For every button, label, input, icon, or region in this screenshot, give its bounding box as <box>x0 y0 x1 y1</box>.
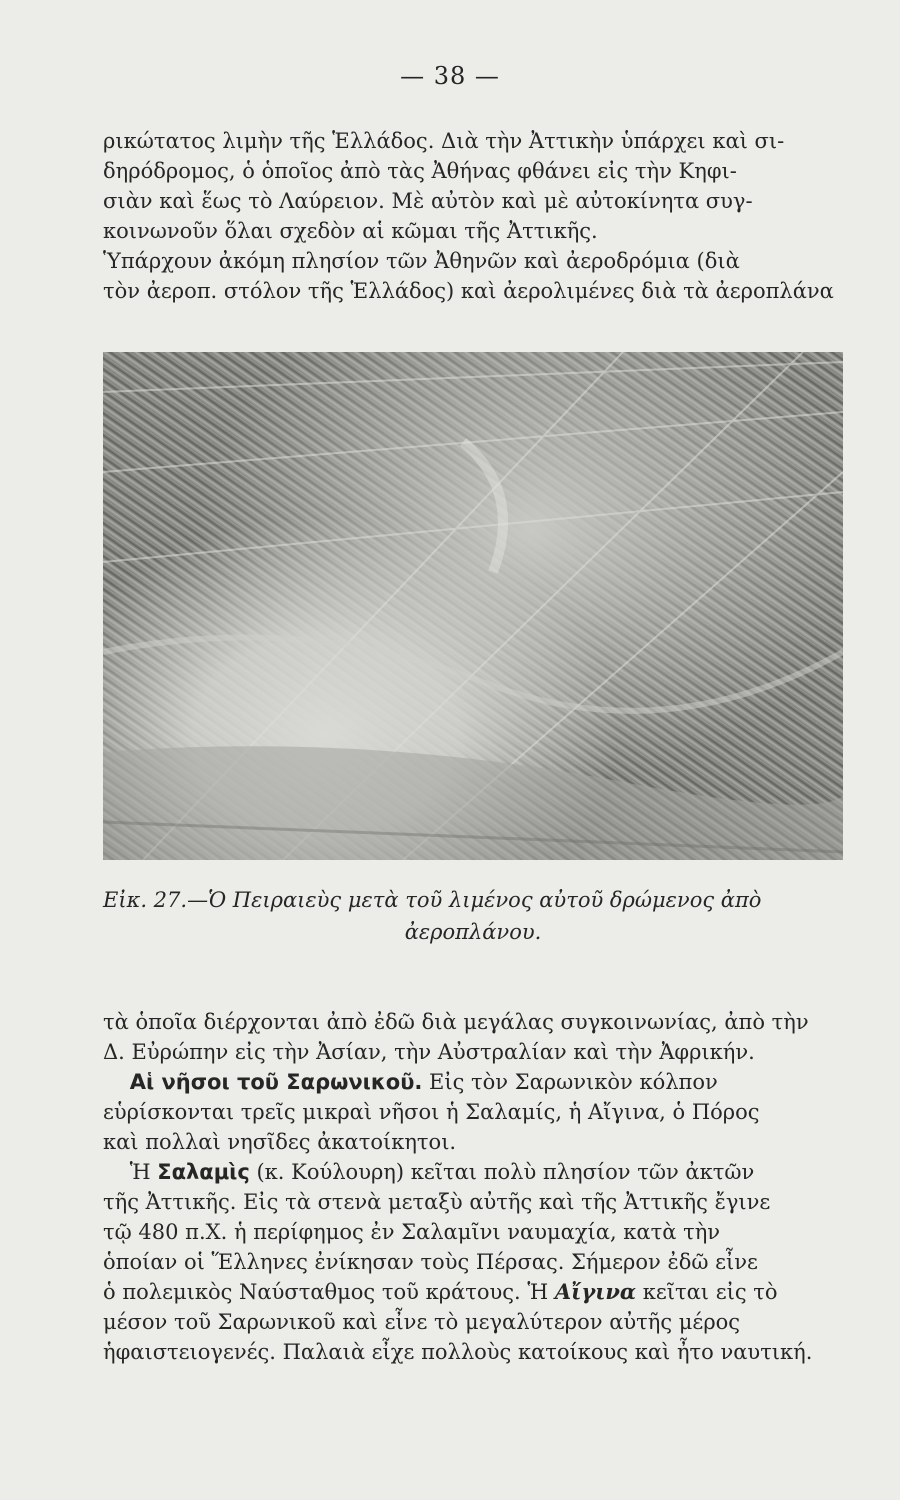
text-line: τὰ ὁποῖα διέρχονται ἀπὸ ἐδῶ διὰ μεγάλας συγκοινωνίας, ἀπὸ τὴν <box>103 1010 809 1034</box>
text-run: κεῖται εἰς τὸ <box>636 1280 778 1304</box>
text-line: κοινωνοῦν ὅλαι σχεδὸν αἱ κῶμαι τῆς Ἀττικῆς. <box>103 219 598 243</box>
figure-caption <box>103 884 843 948</box>
text-line <box>103 1157 843 1187</box>
text-line <box>103 1067 843 1097</box>
text-line: μέσον τοῦ Σαρωνικοῦ καὶ εἶνε τὸ μεγαλύτερον αὐτῆς μέρος <box>103 1310 741 1334</box>
text-line: τὸν ἀεροπ. στόλον τῆς Ἑλλάδος) καὶ ἀερολιμένες διὰ τὰ ἀεροπλάνα <box>103 279 834 303</box>
bottom-text <box>103 1007 843 1367</box>
text-run: Εἰς τὸν Σαρωνικὸν κόλπον <box>422 1070 718 1094</box>
aerial-photo-piraeus <box>103 352 843 860</box>
text-line: σιὰν καὶ ἕως τὸ Λαύρειον. Μὲ αὐτὸν καὶ μὲ αὐτοκίνητα συγ- <box>103 189 753 213</box>
text-line: τῆς Ἀττικῆς. Εἰς τὰ στενὰ μεταξὺ αὐτῆς καὶ τῆς Ἀττικῆς ἔγινε <box>103 1190 771 1214</box>
text-line: Δ. Εὐρώπην εἰς τὴν Ἀσίαν, τὴν Αὐστραλίαν καὶ τὴν Ἀφρικήν. <box>103 1040 755 1064</box>
text-line: δηρόδρομος, ὁ ὁποῖος ἀπὸ τὰς Ἀθήνας φθάνει εἰς τὴν Κηφι- <box>103 159 737 183</box>
caption-line: Εἰκ. 27.—Ὁ Πειραιεὺς μετὰ τοῦ λιμένος αὐτοῦ δρώμενος ἀπὸ <box>103 888 762 912</box>
text-line: ρικώτατος λιμὴν τῆς Ἑλλάδος. Διὰ τὴν Ἀττικὴν ὑπάρχει καὶ σι- <box>103 129 785 153</box>
top-paragraph <box>103 126 843 306</box>
bold-term: Σαλαμὶς <box>157 1160 250 1184</box>
photo-texture <box>103 352 843 860</box>
text-line: εὑρίσκονται τρεῖς μικραὶ νῆσοι ἡ Σαλαμίς, ἡ Αἴγινα, ὁ Πόρος <box>103 1100 760 1124</box>
bold-italic-term: Αἴγινα <box>554 1279 637 1304</box>
text-run: ὁ πολεμικὸς Ναύσταθμος τοῦ κράτους. Ἡ <box>103 1280 555 1304</box>
caption-line: ἀεροπλάνου. <box>404 920 542 944</box>
text-line: Ὑπάρχουν ἀκόμη πλησίον τῶν Ἀθηνῶν καὶ ἀεροδρόμια (διὰ <box>103 249 740 273</box>
text-run: Ἡ <box>129 1160 158 1184</box>
text-line: ἡφαιστειογενές. Παλαιὰ εἶχε πολλοὺς κατοίκους καὶ ἦτο ναυτική. <box>103 1340 813 1364</box>
text-line: τῷ 480 π.Χ. ἡ περίφημος ἐν Σαλαμῖνι ναυμαχία, κατὰ τὴν <box>103 1220 721 1244</box>
page-number: — 38 — <box>400 62 500 90</box>
text-line <box>103 1277 843 1307</box>
text-line: ὁποίαν οἱ Ἕλληνες ἐνίκησαν τοὺς Πέρσας. Σήμερον ἐδῶ εἶνε <box>103 1250 758 1274</box>
section-heading: Αἱ νῆσοι τοῦ Σαρωνικοῦ. <box>129 1070 423 1094</box>
text-line: καὶ πολλαὶ νησῖδες ἀκατοίκητοι. <box>103 1130 457 1154</box>
text-run: (κ. Κούλουρη) κεῖται πολὺ πλησίον τῶν ἀκτῶν <box>249 1160 755 1184</box>
